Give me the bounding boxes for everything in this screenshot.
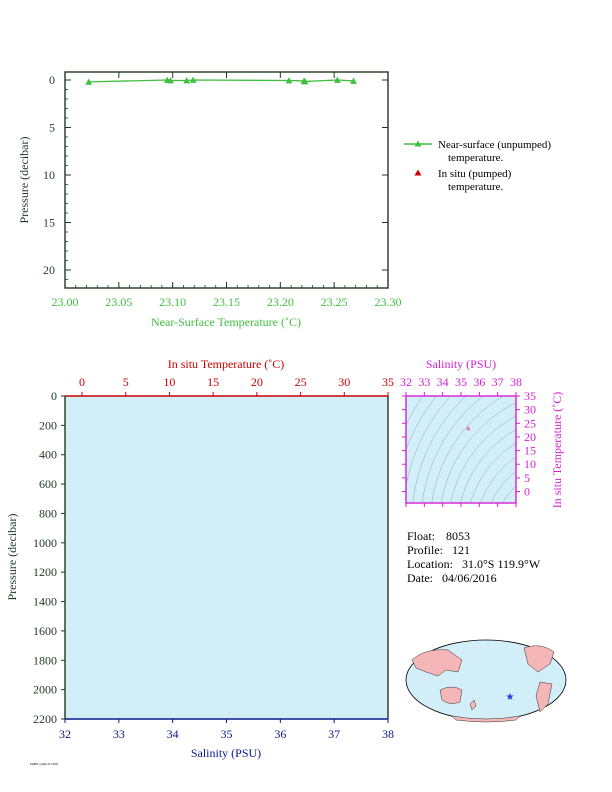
legend: [404, 139, 551, 193]
legend-in-situ-label-line2: temperature.: [448, 181, 504, 193]
legend-in-situ-label-line1: In situ (pumped): [438, 168, 512, 180]
near-surface-x-axis-label: Near-Surface Temperature (˚C): [151, 315, 301, 329]
near-surface-x-tick-label: 23.05: [105, 295, 133, 309]
near-surface-y-tick-label: 10: [43, 168, 55, 182]
profile-pressure-tick-label: 1800: [33, 653, 57, 668]
profile-pressure-tick-label: 2200: [33, 712, 57, 726]
profile-salinity-tick-label: 37: [328, 727, 341, 741]
float-location-star-icon: ★: [505, 692, 515, 703]
profile-temperature-tick-label: 15: [207, 375, 220, 389]
land-australia: [440, 687, 462, 704]
near-surface-x-tick-label: 23.15: [213, 295, 240, 309]
ts-x-tick-label: 35: [455, 375, 467, 389]
legend-in-situ-marker: [415, 170, 422, 176]
ts-x-tick-label: 36: [473, 375, 486, 389]
profile-salinity-tick-label: 36: [274, 727, 287, 741]
near-surface-x-tick-label: 23.25: [320, 295, 348, 309]
legend-near-surface-label-line2: temperature.: [448, 152, 504, 164]
location-value: 31.0°S 119.9°W: [462, 557, 541, 571]
profile-salinity-ticks: [59, 719, 394, 741]
ts-x-tick-label: 33: [418, 375, 431, 389]
profile-temperature-tick-label: 35: [382, 375, 394, 389]
profile-temperature-tick-label: 10: [163, 375, 176, 389]
ts-y-axis-label: In situ Temperature (˚C): [550, 391, 564, 509]
legend-near-surface-label-line1: Near-surface (unpumped): [438, 139, 552, 151]
profile-pressure-tick-label: 2000: [33, 682, 57, 697]
profile-pressure-tick-label: 400: [39, 447, 57, 462]
ts-x-axis-label: Salinity (PSU): [425, 357, 497, 371]
profile-chart: [5, 357, 394, 760]
profile-salinity-tick-label: 38: [382, 727, 394, 741]
near-surface-y-tick-label: 0: [49, 73, 55, 87]
ts-x-tick-label: 37: [491, 375, 504, 389]
profile-pressure-tick-label: 1000: [33, 535, 57, 550]
ts-y-tick-label: 10: [524, 457, 536, 472]
profile-pressure-tick-label: 200: [39, 418, 57, 433]
ts-y-tick-label: 0: [524, 484, 530, 499]
ts-x-tick-label: 32: [400, 375, 412, 389]
profile-temperature-tick-label: 30: [338, 375, 351, 389]
float-info: [407, 529, 541, 585]
ts-y-tick-label: 35: [524, 389, 536, 403]
ts-y-tick-label: 25: [524, 416, 536, 431]
ts-y-tick-label: 5: [524, 470, 530, 485]
near-surface-plot-area: [65, 72, 388, 288]
ts-y-tick-label: 20: [524, 429, 536, 444]
profile-pressure-tick-label: 1600: [33, 623, 57, 638]
near-surface-y-axis-label: Pressure (decibar): [17, 136, 31, 224]
location-label: Location:: [407, 557, 453, 571]
profile-salinity-tick-label: 34: [166, 727, 179, 741]
profile-pressure-tick-label: 0: [51, 389, 57, 403]
ts-y-tick-label: 30: [524, 402, 536, 417]
date-value: 04/06/2016: [442, 571, 497, 585]
profile-temperature-tick-label: 5: [122, 375, 129, 389]
profile-temperature-tick-label: 25: [294, 375, 307, 389]
profile-pressure-tick-label: 600: [39, 477, 57, 492]
ts-x-tick-label: 34: [436, 375, 449, 389]
profile-y-axis-label: Pressure (decibar): [5, 513, 19, 601]
near-surface-x-tick-label: 23.30: [374, 295, 402, 309]
profile-pressure-ticks: [33, 389, 65, 726]
profile-salinity-tick-label: 32: [59, 727, 71, 741]
profile-top-axis-label: In situ Temperature (˚C): [167, 357, 285, 371]
profile-label: Profile:: [407, 543, 443, 557]
footer-credit: PMEL/ARGO 2016: [30, 762, 59, 766]
world-map: [406, 640, 566, 722]
near-surface-x-tick-label: 23.20: [266, 295, 294, 309]
profile-plot-area: [65, 396, 388, 719]
profile-temperature-ticks: [79, 375, 394, 396]
date-label: Date:: [407, 571, 433, 585]
profile-salinity-tick-label: 35: [220, 727, 233, 741]
near-surface-y-tick-label: 5: [49, 120, 55, 135]
profile-temperature-tick-label: 20: [250, 375, 263, 389]
float-value: 8053: [446, 529, 470, 543]
near-surface-chart: [17, 72, 402, 329]
ts-density-contour: [520, 505, 600, 585]
profile-temperature-tick-label: 0: [79, 375, 85, 389]
profile-value: 121: [452, 543, 470, 557]
profile-pressure-tick-label: 800: [39, 506, 57, 521]
near-surface-y-tick-label: 20: [43, 263, 55, 277]
profile-salinity-tick-label: 33: [112, 727, 125, 741]
ts-y-tick-label: 15: [524, 443, 536, 458]
profile-bottom-axis-label: Salinity (PSU): [190, 746, 262, 760]
float-label: Float:: [407, 529, 436, 543]
profile-pressure-tick-label: 1400: [33, 594, 57, 609]
near-surface-y-tick-label: 15: [43, 215, 55, 230]
profile-pressure-tick-label: 1200: [33, 565, 57, 580]
near-surface-x-tick-label: 23.00: [51, 295, 79, 309]
near-surface-x-tick-label: 23.10: [159, 295, 187, 309]
ts-x-tick-label: 38: [510, 375, 522, 389]
